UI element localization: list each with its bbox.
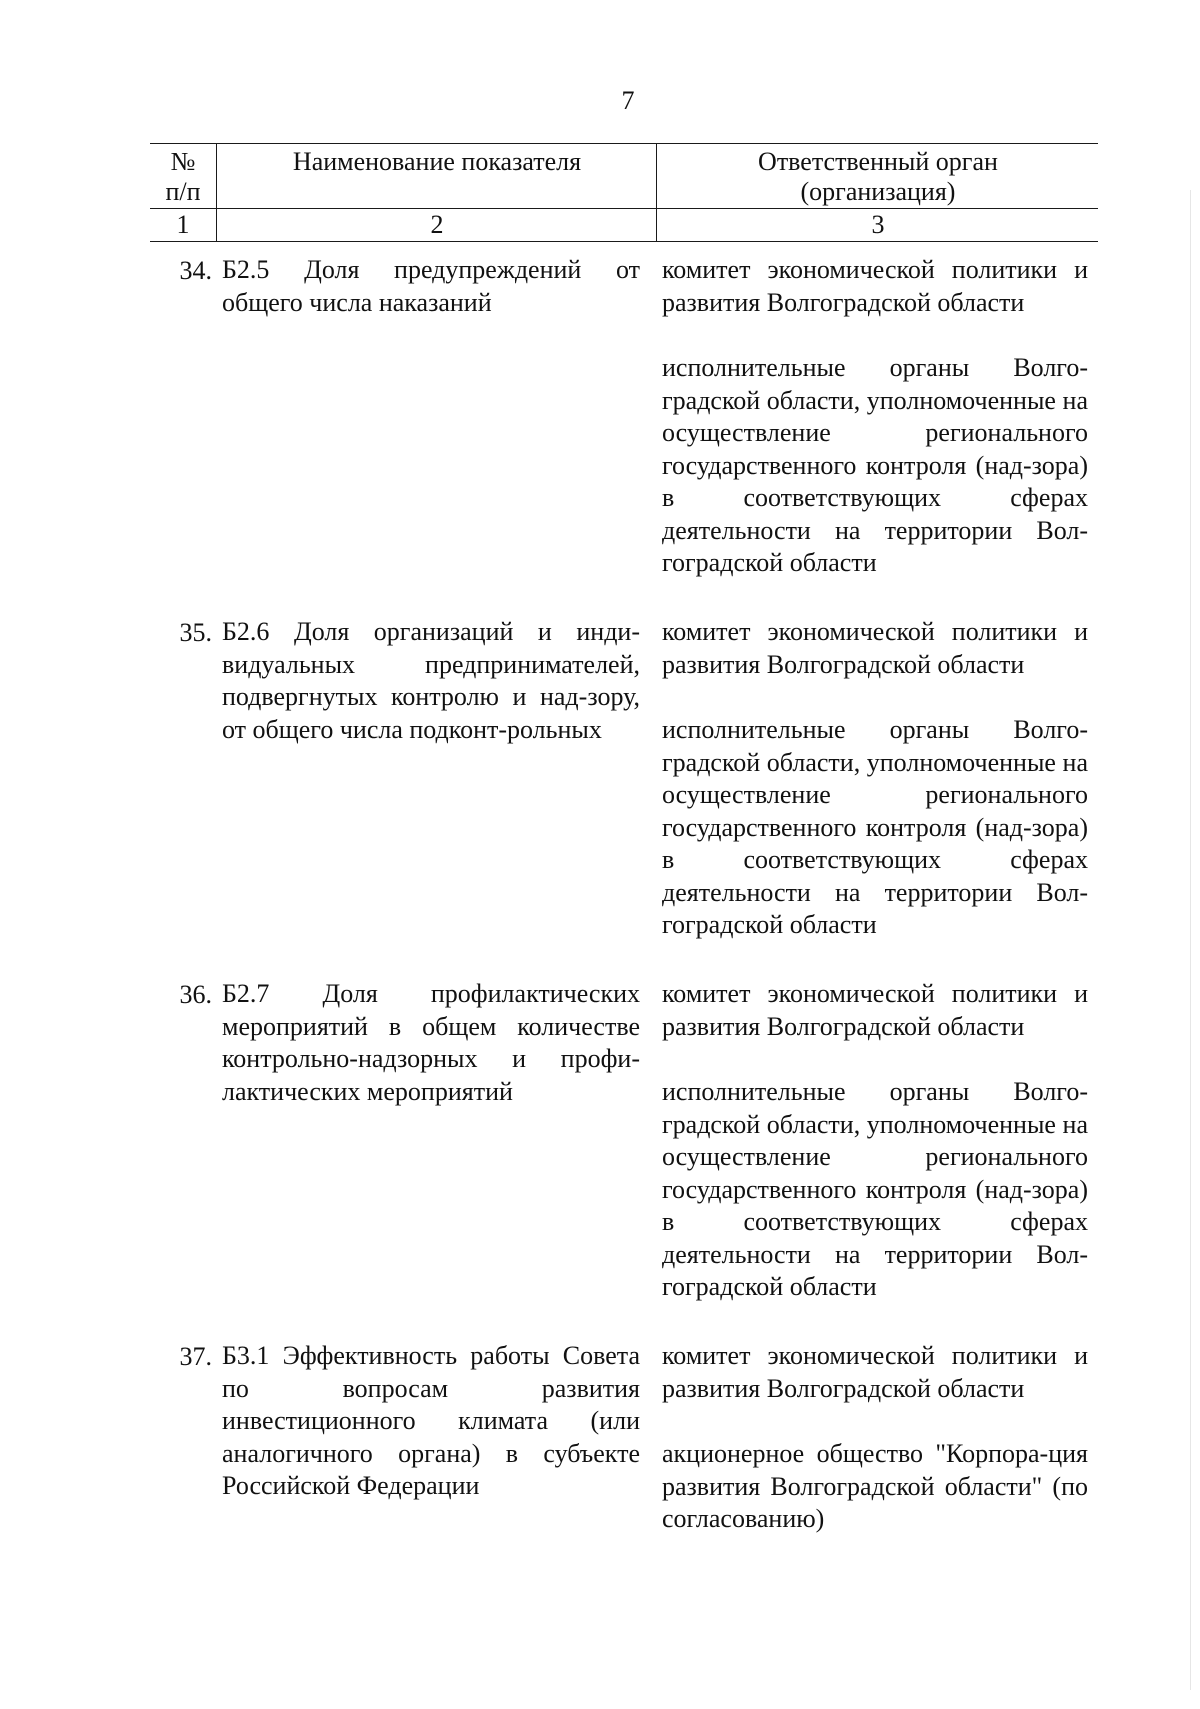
header-number-line1: № bbox=[170, 147, 196, 176]
indicator-name: Б2.5 Доля предупреждений от общего числа наказаний bbox=[222, 255, 640, 317]
row-number: 35. bbox=[179, 618, 212, 647]
header-indicator-name bbox=[218, 147, 656, 177]
page-number: 7 bbox=[621, 86, 635, 115]
scan-edge-line bbox=[1190, 190, 1191, 1690]
column-number-1: 1 bbox=[176, 210, 190, 239]
indicator-name: Б2.6 Доля организаций и инди-видуальных предпринимателей, подвергнутых контролю и над-зору, от общего числа подконт-рольных bbox=[222, 617, 640, 744]
header-indicator-name-line1: Наименование показателя bbox=[292, 147, 582, 176]
responsible-organ: исполнительные органы Волго-градской области, уполномоченные на осуществление регионального государственного контроля (над-зора) в соответствующих сферах деятельности на территории Вол-гоградской области bbox=[662, 1077, 1088, 1301]
table-top-border bbox=[150, 143, 1098, 144]
header-responsible-organ bbox=[658, 147, 1098, 207]
header-number bbox=[150, 147, 216, 207]
responsible-organ: комитет экономической политики и развития Волгоградской области bbox=[662, 979, 1088, 1041]
column-number-3: 3 bbox=[871, 210, 885, 239]
column-divider-2 bbox=[656, 144, 657, 242]
responsible-organ: комитет экономической политики и развития Волгоградской области bbox=[662, 1341, 1088, 1403]
indicator-name: Б2.7 Доля профилактических мероприятий в общем количестве контрольно-надзорных и профи-лактических мероприятий bbox=[222, 979, 640, 1106]
responsible-organ: комитет экономической политики и развития Волгоградской области bbox=[662, 617, 1088, 679]
header-responsible-organ-line2: (организация) bbox=[800, 177, 956, 206]
header-bottom-border bbox=[150, 208, 1098, 209]
responsible-organ: исполнительные органы Волго-градской области, уполномоченные на осуществление регионального государственного контроля (над-зора) в соответствующих сферах деятельности на территории Вол-гоградской области bbox=[662, 715, 1088, 939]
indicator-name: Б3.1 Эффективность работы Совета по вопросам развития инвестиционного климата (или аналогичного органа) в субъекте Российской Федерации bbox=[222, 1341, 640, 1500]
row-number: 36. bbox=[179, 980, 212, 1009]
responsible-organ: акционерное общество "Корпора-ция развития Волгоградской области" (по согласованию) bbox=[662, 1439, 1088, 1533]
header-responsible-organ-line1: Ответственный орган bbox=[758, 147, 998, 176]
header-number-line2: п/п bbox=[165, 177, 201, 206]
row-number: 37. bbox=[179, 1342, 212, 1371]
column-numbers-bottom-border bbox=[150, 241, 1098, 242]
column-number-2: 2 bbox=[430, 210, 444, 239]
column-divider-1 bbox=[216, 144, 217, 242]
row-number: 34. bbox=[179, 256, 212, 285]
responsible-organ: комитет экономической политики и развития Волгоградской области bbox=[662, 255, 1088, 317]
responsible-organ: исполнительные органы Волго-градской области, уполномоченные на осуществление регионального государственного контроля (над-зора) в соответствующих сферах деятельности на территории Вол-гоградской области bbox=[662, 353, 1088, 577]
